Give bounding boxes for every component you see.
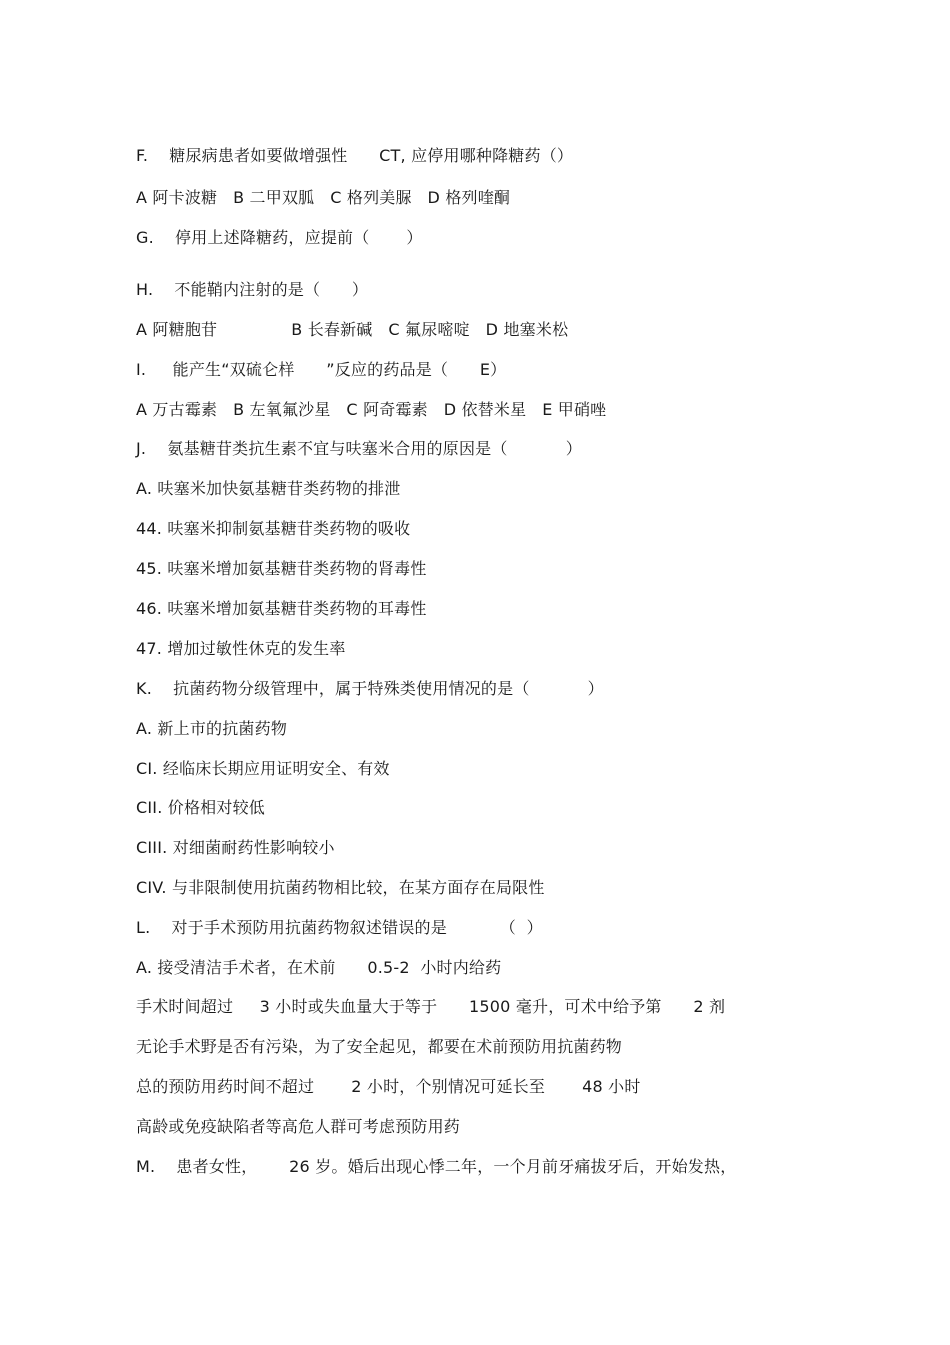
question-j: J. 氨基糖苷类抗生素不宜与呋塞米合用的原因是（ ）: [136, 439, 582, 458]
question-j-option-47: 47. 增加过敏性休克的发生率: [136, 639, 346, 658]
question-j-option-44: 44. 呋塞米抑制氨基糖苷类药物的吸收: [136, 519, 411, 538]
question-l-option-b: 手术时间超过 3 小时或失血量大于等于 1500 毫升，可术中给予第 2 剂: [136, 997, 726, 1016]
question-k: K. 抗菌药物分级管理中，属于特殊类使用情况的是（ ）: [136, 679, 604, 698]
question-j-option-a: A. 呋塞米加快氨基糖苷类药物的排泄: [136, 479, 401, 498]
question-f-options: A 阿卡波糖 B 二甲双胍 C 格列美脲 D 格列喹酮: [136, 188, 511, 207]
question-l-option-c: 无论手术野是否有污染，为了安全起见，都要在术前预防用抗菌药物: [136, 1037, 623, 1056]
question-k-option-a: A. 新上市的抗菌药物: [136, 719, 288, 738]
question-i-options: A 万古霉素 B 左氧氟沙星 C 阿奇霉素 D 依替米星 E 甲硝唑: [136, 400, 607, 419]
question-k-option-ci: CI. 经临床长期应用证明安全、有效: [136, 759, 390, 778]
question-k-option-ciii: CIII. 对细菌耐药性影响较小: [136, 838, 335, 857]
question-j-option-45: 45. 呋塞米增加氨基糖苷类药物的肾毒性: [136, 559, 427, 578]
question-g: G. 停用上述降糖药，应提前（ ）: [136, 228, 423, 247]
question-h-options: A 阿糖胞苷 B 长春新碱 C 氟尿嘧啶 D 地塞米松: [136, 320, 569, 339]
question-l-option-e: 高龄或免疫缺陷者等高危人群可考虑预防用药: [136, 1117, 461, 1136]
question-k-option-cii: CII. 价格相对较低: [136, 798, 265, 817]
question-k-option-civ: CIV. 与非限制使用抗菌药物相比较，在某方面存在局限性: [136, 878, 545, 897]
question-f: F. 糖尿病患者如要做增强性 CT, 应停用哪种降糖药（）: [136, 146, 574, 165]
question-h: H. 不能鞘内注射的是（ ）: [136, 280, 369, 299]
question-l-option-a: A. 接受清洁手术者，在术前 0.5-2 小时内给药: [136, 958, 502, 977]
question-i: I. 能产生“双硫仑样 ”反应的药品是（ E）: [136, 360, 507, 379]
question-l: L. 对于手术预防用抗菌药物叙述错误的是 （ ）: [136, 918, 543, 937]
question-j-option-46: 46. 呋塞米增加氨基糖苷类药物的耳毒性: [136, 599, 427, 618]
question-l-option-d: 总的预防用药时间不超过 2 小时，个别情况可延长至 48 小时: [136, 1077, 641, 1096]
question-m: M. 患者女性， 26 岁。婚后出现心悸二年，一个月前牙痛拔牙后，开始发热，: [136, 1157, 737, 1176]
